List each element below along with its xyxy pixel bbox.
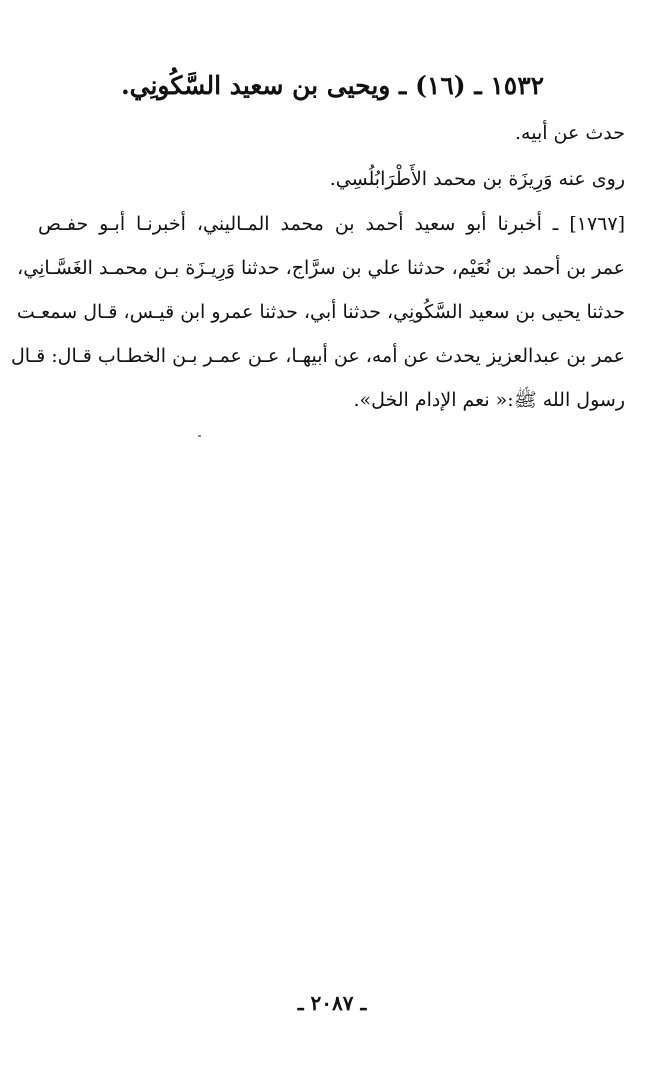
hadith-line-2: عمر بن أحمد بن نُعَيْم، حدثنا علي بن سرَّاج، حدثنا وَرِيـزَة بـن محمـد الغَسَّـانِي، (17, 257, 625, 279)
hadith-line-5: رسول الله ﷺ:« نعم الإدام الخل». (353, 389, 625, 411)
hadith-line-1: [١٧٦٧] ـ أخبرنا أبو سعيد أحمد بن محمد المـاليني، أخبرنـا أبـو حفـص (38, 213, 625, 235)
hadith-line-3: حدثنا يحيى بن سعيد السَّكُونِي، حدثنا أبي، حدثنا عمرو ابن قيـس، قـال سمعـت (16, 301, 625, 323)
entry-line-narrated-by: روى عنه وَرِيزَة بن محمد الأَطْرَابُلُسِي. (329, 168, 625, 190)
entry-line-narrated-from: حدث عن أبيه. (514, 122, 625, 144)
entry-heading: ١٥٣٢ ـ (١٦) ـ ويحيى بن سعيد السَّكُونِي. (120, 71, 545, 100)
page-number: ـ ٢٠٨٧ ـ (297, 991, 367, 1015)
hadith-line-4: عمر بن عبدالعزيز يحدث عن أمه، عن أبيهـا، عـن عمـر بـن الخطـاب قـال: قـال (10, 345, 625, 367)
stray-mark (198, 435, 201, 437)
